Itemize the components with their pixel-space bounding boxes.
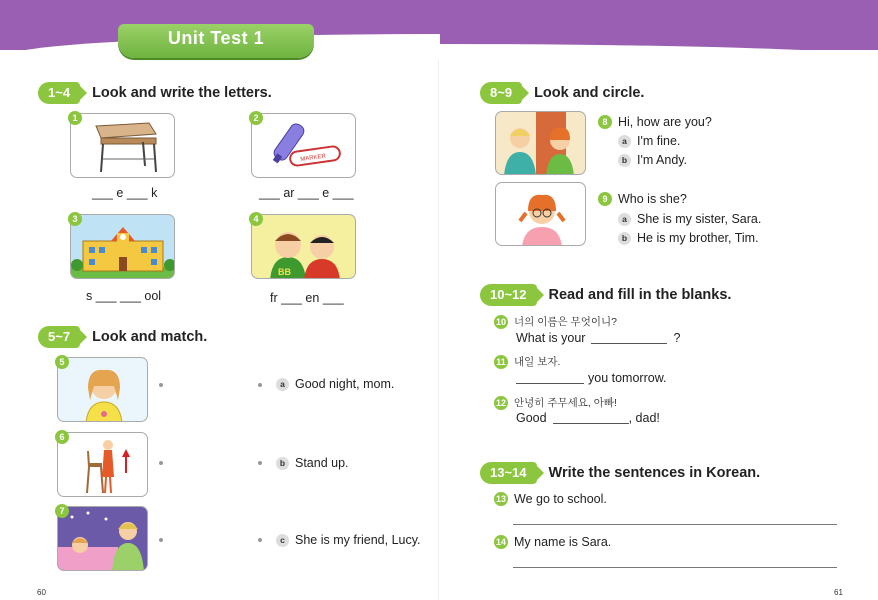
answer-line-13[interactable]: [513, 524, 837, 525]
bedtime-picture: [57, 506, 148, 571]
option-c: [276, 533, 421, 547]
q9-option-a[interactable]: [618, 212, 761, 226]
option-text: I'm fine.: [637, 134, 681, 148]
question-9: [598, 192, 687, 206]
section-title: Read and fill in the blanks.: [548, 287, 732, 303]
q10-korean: [494, 314, 617, 329]
option-letter: b: [618, 232, 631, 245]
answer-line-14[interactable]: [513, 567, 837, 568]
unit-title-ribbon: [118, 24, 314, 58]
section-badge: 5~7: [38, 326, 80, 348]
sentence-post: you tomorrow.: [588, 371, 667, 385]
friends-picture: [251, 214, 356, 279]
korean-prompt: 너의 이름은 무엇이니?: [514, 316, 617, 328]
friends-icon: [252, 215, 356, 279]
option-text: He is my brother, Tim.: [637, 231, 759, 245]
option-a: [276, 377, 394, 391]
item-number: 5: [55, 355, 69, 369]
section-title: Look and write the letters.: [92, 85, 272, 101]
question-text: Who is she?: [618, 192, 687, 206]
section-badge: 10~12: [480, 284, 537, 306]
item-number: 14: [495, 537, 506, 547]
option-text: Stand up.: [295, 456, 349, 470]
item-number: 3: [68, 212, 82, 226]
fill-blank[interactable]: [553, 412, 629, 424]
q10-sentence: [516, 331, 680, 345]
item-number: 7: [55, 504, 69, 518]
greeting-picture: [495, 111, 586, 175]
item-number: 13: [495, 494, 506, 504]
sentence-post: , dad!: [628, 411, 660, 425]
question-8: [598, 115, 712, 129]
option-letter: a: [618, 135, 631, 148]
blank-desk: ___ e ___ k: [92, 186, 158, 200]
section-title: Write the sentences in Korean.: [548, 465, 761, 481]
q12-sentence: [516, 411, 660, 425]
option-letter: b: [276, 457, 289, 470]
fill-blank[interactable]: [591, 332, 667, 344]
match-dot[interactable]: [159, 383, 163, 387]
section-13-14-header: [480, 462, 760, 484]
match-dot[interactable]: [159, 461, 163, 465]
svg-text:BB: BB: [278, 267, 291, 277]
q9-option-b[interactable]: [618, 231, 759, 245]
option-letter: a: [276, 378, 289, 391]
blank-friend: fr ___ en ___: [270, 291, 344, 305]
section-1-4-header: [38, 82, 272, 104]
item-number: 2: [249, 111, 263, 125]
option-letter: c: [276, 534, 289, 547]
question-text: Hi, how are you?: [618, 115, 712, 129]
option-b: [276, 456, 349, 470]
marker-icon: [252, 114, 356, 178]
question-13: [494, 492, 607, 506]
girl-icon: [58, 358, 148, 422]
blank-marker: ___ ar ___ e ___: [259, 186, 354, 200]
option-letter: b: [618, 154, 631, 167]
section-badge: 13~14: [480, 462, 537, 484]
page-number-right: 61: [834, 588, 843, 597]
fill-blank[interactable]: [516, 372, 584, 384]
sister-picture: [495, 182, 586, 246]
section-title: Look and circle.: [534, 85, 645, 101]
korean-prompt: 안녕히 주무세요, 아빠!: [514, 397, 617, 409]
svg-text:MARKER: MARKER: [300, 153, 327, 164]
q11-sentence: [516, 371, 667, 385]
section-10-12-header: [480, 284, 731, 306]
sentence-pre: What is your: [516, 331, 586, 345]
item-number: 10: [495, 316, 506, 327]
korean-prompt: 내일 보자.: [514, 356, 561, 368]
page-divider: [438, 60, 439, 600]
sentence-text: My name is Sara.: [514, 535, 612, 549]
section-badge: 8~9: [480, 82, 522, 104]
option-text: She is my friend, Lucy.: [295, 533, 421, 547]
marker-picture: [251, 113, 356, 178]
page-number-left: 60: [37, 588, 46, 597]
match-dot[interactable]: [258, 461, 262, 465]
girl-picture: [57, 357, 148, 422]
school-picture: [70, 214, 175, 279]
item-number: 8: [598, 115, 612, 129]
sister-icon: [496, 183, 586, 246]
item-number: 11: [494, 355, 508, 369]
q8-option-a[interactable]: [618, 134, 680, 148]
option-letter: a: [618, 213, 631, 226]
match-dot[interactable]: [258, 538, 262, 542]
item-number: 12: [495, 397, 506, 408]
q12-korean: [494, 395, 617, 410]
desk-picture: [70, 113, 175, 178]
desk-icon: [71, 114, 175, 178]
match-dot[interactable]: [159, 538, 163, 542]
q11-korean: [494, 354, 560, 369]
option-text: She is my sister, Sara.: [637, 212, 762, 226]
match-dot[interactable]: [258, 383, 262, 387]
blank-school: s ___ ___ ool: [86, 289, 162, 303]
question-14: [494, 535, 611, 549]
option-text: I'm Andy.: [637, 153, 688, 167]
unit-title: Unit Test 1: [167, 28, 265, 48]
q8-option-b[interactable]: [618, 153, 687, 167]
section-title: Look and match.: [92, 329, 208, 345]
good-night-icon: [58, 507, 148, 571]
school-icon: [71, 215, 175, 279]
section-8-9-header: [480, 82, 644, 104]
section-badge: 1~4: [38, 82, 80, 104]
item-number: 9: [598, 192, 612, 206]
sentence-pre: Good: [516, 411, 547, 425]
item-number: 1: [68, 111, 82, 125]
standing-picture: [57, 432, 148, 497]
sentence-post: ?: [673, 331, 681, 345]
item-number: 4: [249, 212, 263, 226]
greeting-icon: [496, 112, 586, 175]
sentence-text: We go to school.: [514, 492, 607, 506]
item-number: 6: [55, 430, 69, 444]
section-5-7-header: [38, 326, 207, 348]
stand-up-icon: [58, 433, 148, 497]
option-text: Good night, mom.: [295, 377, 395, 391]
